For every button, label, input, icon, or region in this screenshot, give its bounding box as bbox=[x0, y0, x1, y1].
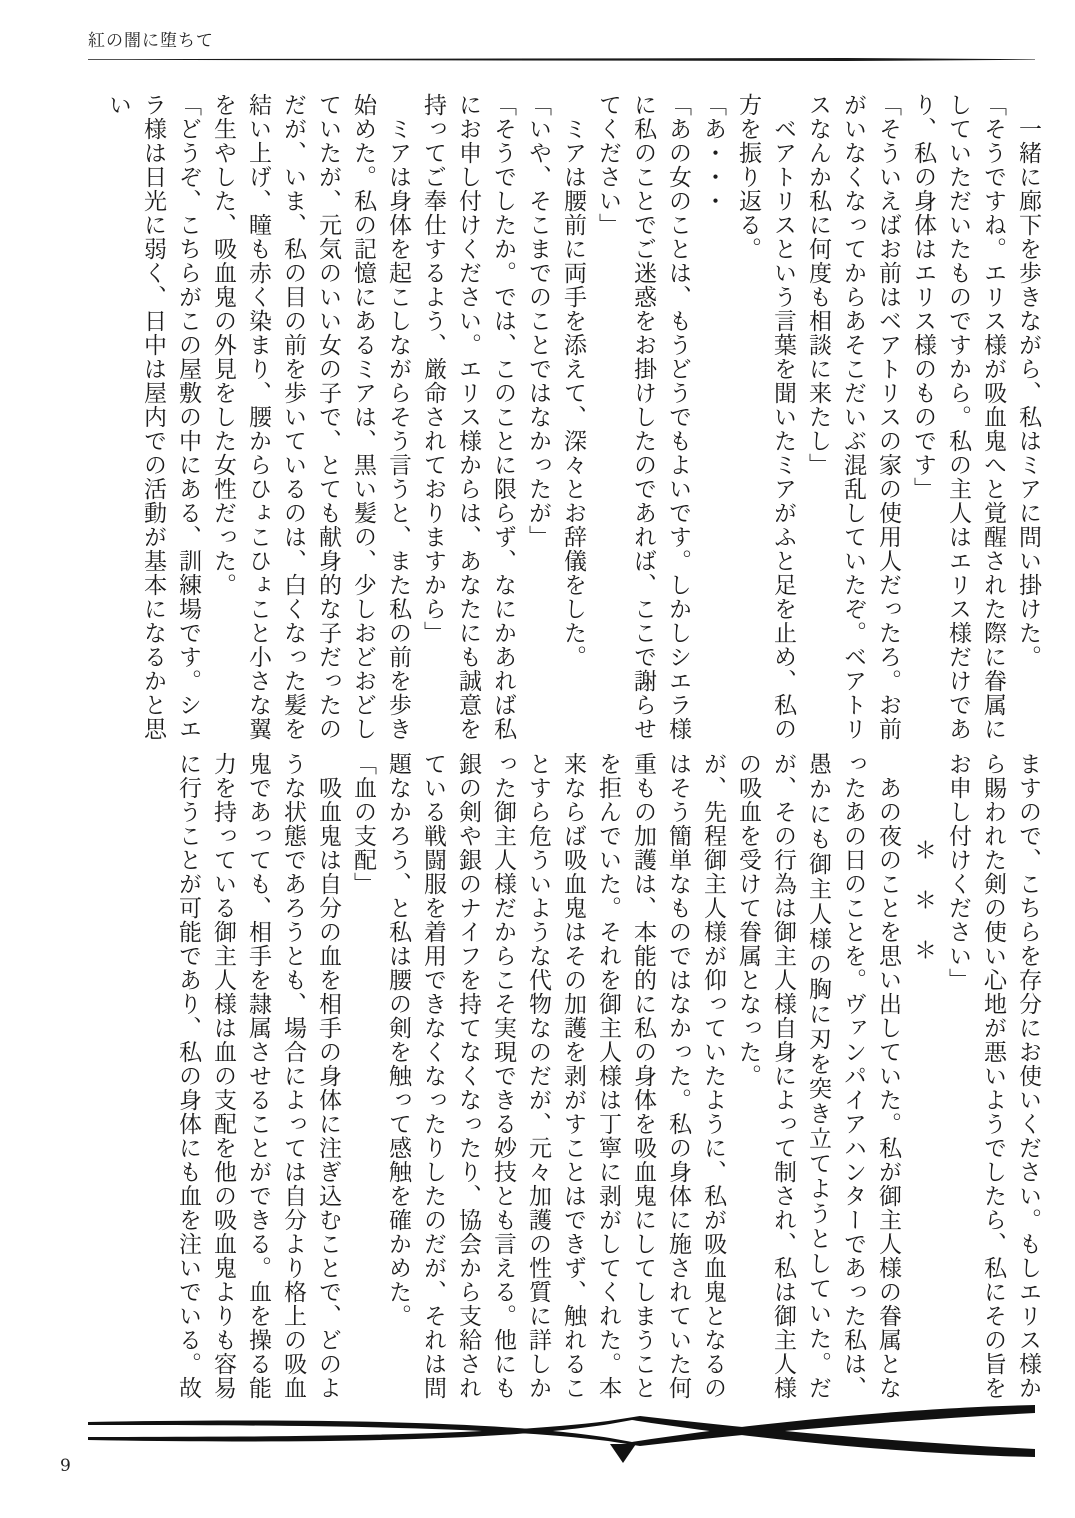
running-header-title: 紅の闇に堕ちて bbox=[88, 31, 214, 50]
bottom-text-block bbox=[170, 752, 1045, 1400]
page-number: 9 bbox=[60, 1456, 71, 1476]
dialogue-paragraph: 「あ・・・ bbox=[700, 93, 726, 213]
scene-break-asterisks: ＊ ＊ ＊ bbox=[910, 838, 936, 963]
paragraph: ベアトリスという言葉を聞いたミアがふと足を止め、私の方を振り返る。 bbox=[735, 93, 796, 741]
header-rule bbox=[88, 58, 1035, 61]
paragraph: 吸血鬼は自分の血を相手の身体に注ぎ込むことで、どのような状態であろうとも、場合によっては自分より格上の吸血鬼であっても、相手を隷属させることができる。血を操る能力を持っている御主人様は血の支配を他の吸血鬼よりも容易に行うことが可能であり、私の身体にも血を注いでいる。故 bbox=[175, 752, 341, 1400]
paragraph: ミアは身体を起こしながらそう言うと、また私の前を歩き始めた。私の記憶にあるミアは、黒い髪の、少しおどおどしていたが、元気のいい女の子で、とても献身的な子だったのだが、いま、私の目の前を歩いているのは、白くなった髪を結い上げ、瞳も赤く染まり、腰からひょこひょこと小さな翼を生やした、吸血鬼の外見をした女性だった。 bbox=[210, 93, 411, 741]
dialogue-paragraph: 「あの女のことは、もうどうでもよいです。しかしシエラ様に私のことでご迷惑をお掛けしたのであれば、ここで謝らせてください」 bbox=[595, 93, 691, 741]
paragraph: 一緒に廊下を歩きながら、私はミアに問い掛けた。 bbox=[1015, 117, 1041, 669]
dialogue-paragraph: 「そういえばお前はベアトリスの家の使用人だったろ。お前がいなくなってからあそこだいぶ混乱していたぞ。ベアトリスなんか私に何度も相談に来たし」 bbox=[805, 93, 901, 741]
paragraph: ますので、こちらを存分にお使いください。もしエリス様から賜われた剣の使い心地が悪いようでしたら、私にその旨をお申し付けください」 bbox=[945, 752, 1041, 1400]
dialogue-paragraph: 「そうでしたか。では、このことに限らず、なにかあれば私にお申し付けください。エリス様からは、あなたにも誠意を持ってご奉仕するよう、厳命されておりますから」 bbox=[420, 93, 516, 741]
dialogue-paragraph: 「どうぞ、こちらがこの屋敷の中にある、訓練場です。シエラ様は日光に弱く、日中は屋内での活動が基本になるかと思い bbox=[105, 93, 201, 741]
top-text-block bbox=[100, 93, 1045, 741]
paragraph: あの夜のことを思い出していた。私が御主人様の眷属となったあの日のことを。ヴァンパイアハンターであった私は、愚かにも御主人様の胸に刃を突き立てようとしていた。だが、その行為は御主人様自身によって制され、私は御主人様の吸血を受けて眷属となった。 bbox=[735, 752, 901, 1400]
paragraph: ミアは腰前に両手を添えて、深々とお辞儀をした。 bbox=[560, 117, 586, 669]
dialogue-paragraph: 「いや、そこまでのことではなかったが」 bbox=[525, 93, 551, 549]
paragraph: が、先程御主人様が仰っていたように、私が吸血鬼となるのはそう簡単なものではなかった。私の身体に施されていた何重もの加護は、本能的に私の身体を吸血鬼にしてしまうことを拒んでいた。それを御主人様は丁寧に剥がしてくれた。本来ならば吸血鬼はその加護を剥がすことはできず、触れることすら危ういような代物なのだが、元々加護の性質に詳しかった御主人様だからこそ実現できる妙技とも言える。他にも銀の剣や銀のナイフを持てなくなったり、協会から支給されている戦闘服を着用できなくなったりしたのだが、それは問題なかろう、と私は腰の剣を触って感触を確かめた。 bbox=[385, 752, 726, 1400]
footer-ornament-icon bbox=[88, 1398, 1035, 1464]
dialogue-paragraph: 「血の支配」 bbox=[350, 752, 376, 896]
dialogue-paragraph: 「そうですね。エリス様が吸血鬼へと覚醒された際に眷属にしていただいたものですから。私の主人はエリス様だけであり、私の身体はエリス様のものです」 bbox=[910, 93, 1006, 741]
